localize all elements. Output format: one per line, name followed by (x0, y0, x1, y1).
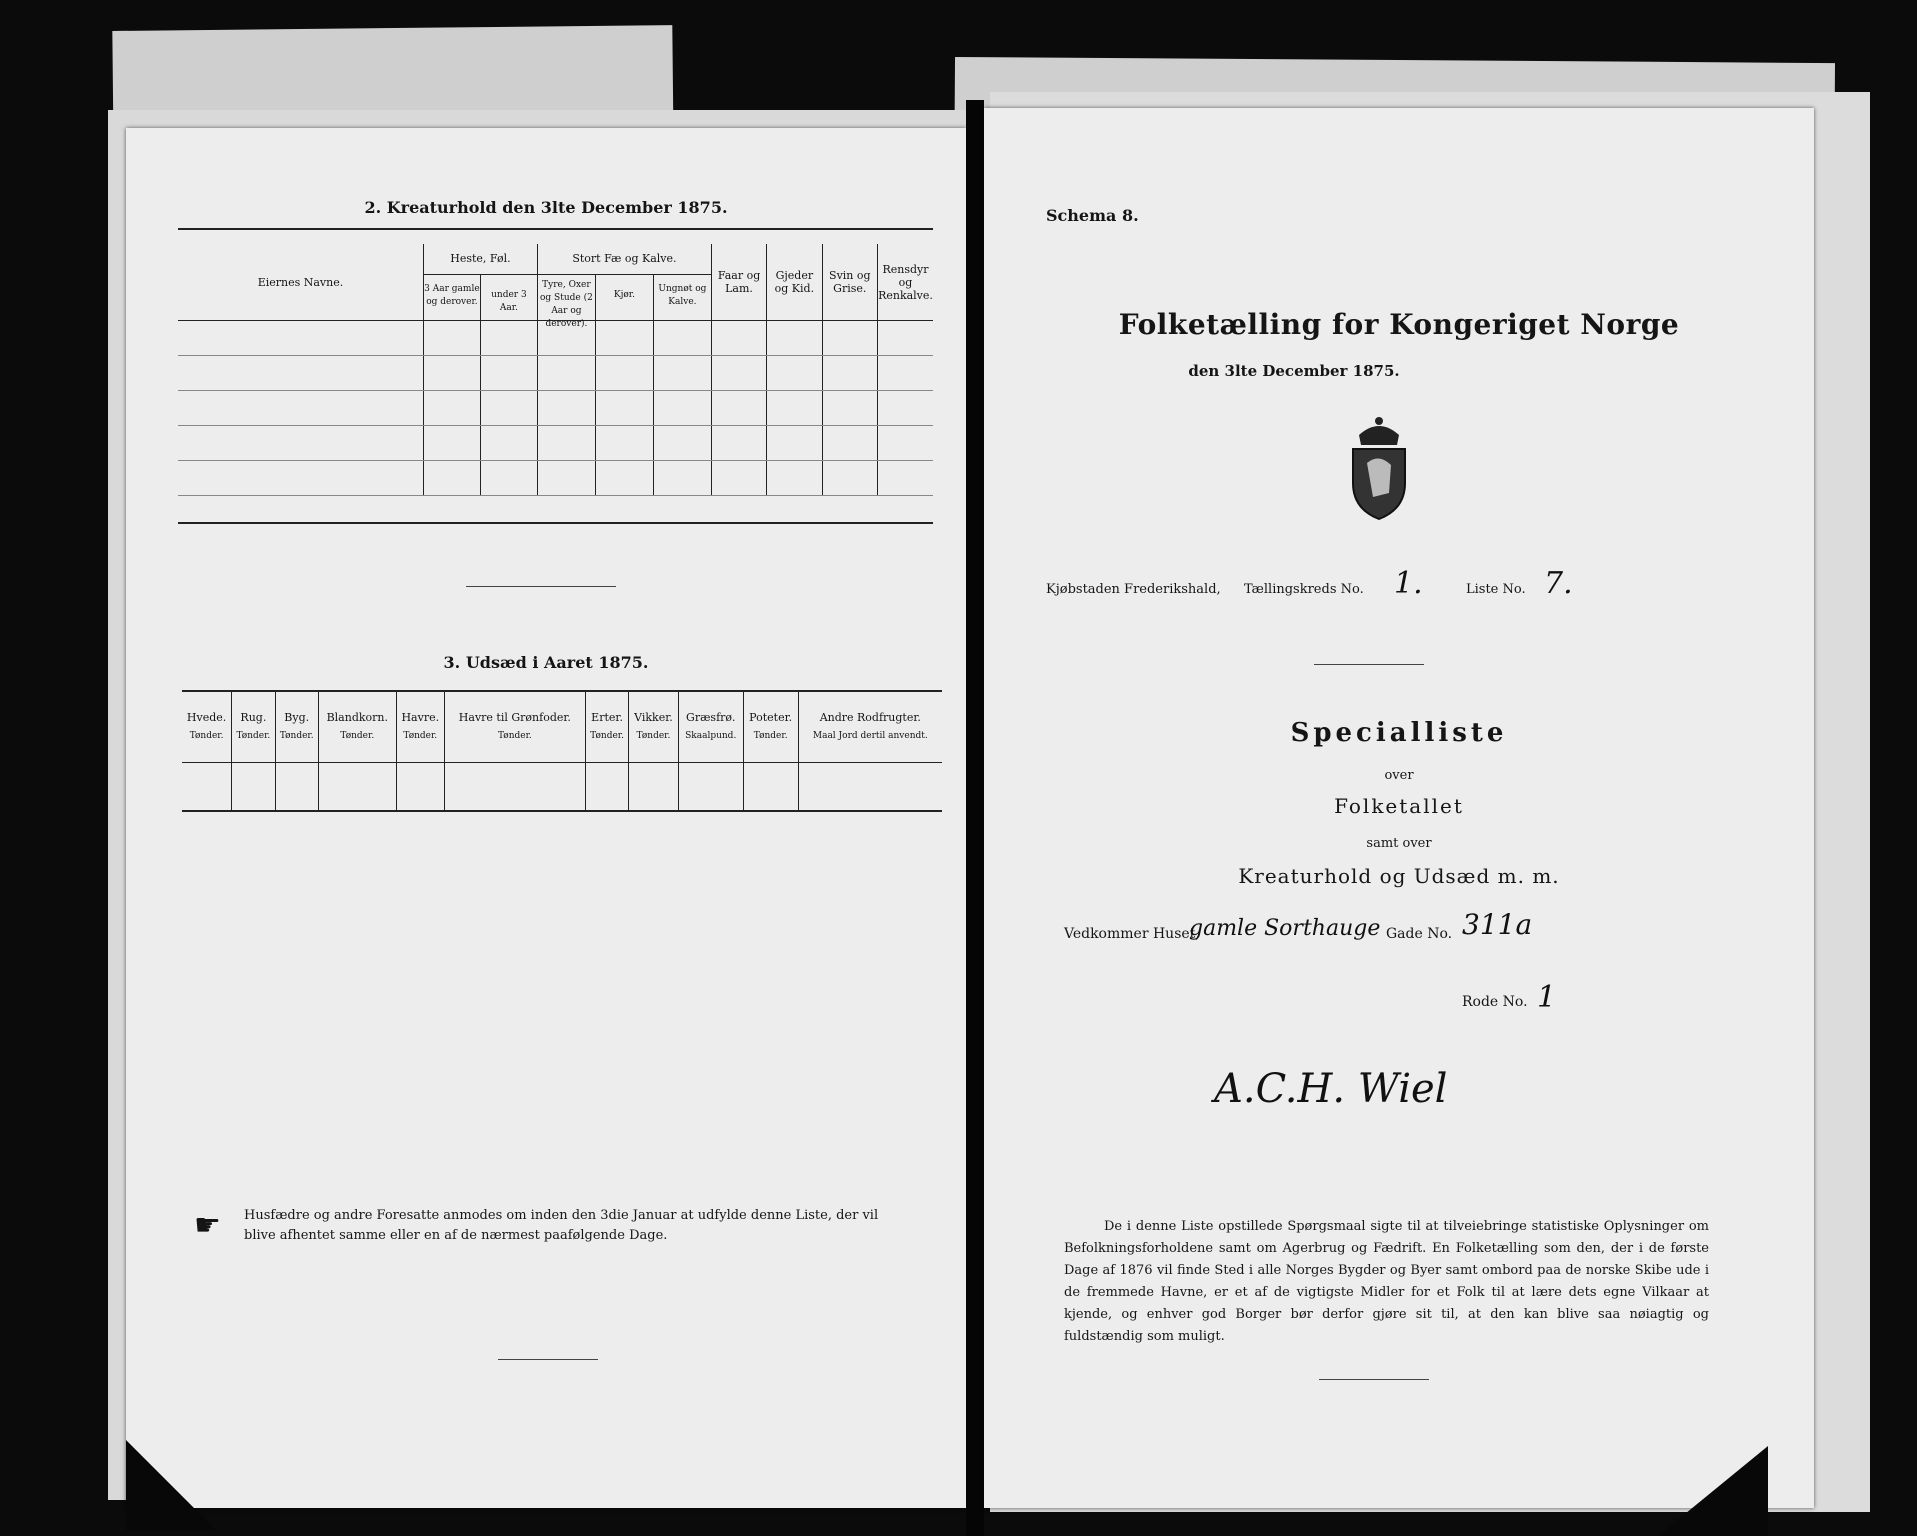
vedkommer-label: Vedkommer Huset, (1064, 926, 1200, 942)
kreds-label: Tællingskreds No. (1244, 582, 1364, 597)
folketallet-text: Folketallet (1334, 794, 1464, 818)
sowing-column-header (743, 692, 798, 762)
table-cell (798, 762, 942, 810)
table-row (178, 426, 933, 461)
column-name: Græsfrø. (686, 710, 736, 724)
info-paragraph: De i denne Liste opstillede Spørgsmaal sigte til at tilveiebringe statistiske Oplysninger om Befolkningsforholdene samt om Agerbrug og Fædrift. En Folketælling som den, der i de første Dage af 1876 vil finde Sted i alle Norges Bygder og Byer samt ombord paa de norske Skibe ude i de fremmede Havne, er et af de vigtigste Midler for et Folk til at lære dets egne Vilkaar at kjende, og enhver god Borger bør derfor gjøre sit til, at den kan blive saa nøiagtig og fuldstændig som muligt. (1064, 1219, 1709, 1344)
coat-of-arms-icon (1339, 413, 1419, 523)
column-unit: Tønder. (590, 730, 624, 741)
separator (1319, 1379, 1429, 1380)
title-date: den 3lte December 1875. (1188, 362, 1400, 380)
stort-sub3: Ungnøt og Kalve. (658, 284, 707, 307)
stort-header (537, 244, 711, 329)
sowing-column-header (585, 692, 628, 762)
table-cell (678, 762, 743, 810)
livestock-table (178, 244, 933, 496)
sowing-column-header (396, 692, 444, 762)
rode-value: 1 (1537, 980, 1557, 1015)
gade-value: 311a (1462, 908, 1533, 941)
over-text: over (1384, 768, 1414, 783)
table-cell (182, 762, 232, 810)
photo-corner (126, 1440, 216, 1530)
section2-title: 2. Kreaturhold den 3lte December 1875. (364, 198, 728, 217)
schema-label: Schema 8. (1046, 206, 1139, 225)
sowing-column-header (232, 692, 275, 762)
table-cell (275, 762, 318, 810)
table-cell (743, 762, 798, 810)
rensdyr-header: Rensdyr og Renkalve. (877, 244, 933, 321)
left-page (126, 128, 966, 1508)
column-unit: Tønder. (403, 730, 438, 741)
sowing-column-header (629, 692, 678, 762)
table-cell (318, 762, 396, 810)
separator (1314, 664, 1424, 665)
sowing-table (182, 692, 942, 811)
heste-header (423, 244, 537, 321)
sowing-column-header (444, 692, 585, 762)
notice-text: Husfædre og andre Foresatte anmodes om inden den 3die Januar at udfylde denne Liste, der vil blive afhentet samme eller en af de nærmest paafølgende Dage. (244, 1208, 879, 1243)
table-cell (444, 762, 585, 810)
column-name: Andre Rodfrugter. (819, 710, 921, 724)
sowing-column-header (678, 692, 743, 762)
column-name: Erter. (591, 710, 623, 724)
column-unit: Maal Jord dertil anvendt. (812, 730, 928, 741)
samt-text: samt over (1366, 836, 1432, 851)
photo-corner (1658, 1446, 1768, 1536)
sowing-column-header (182, 692, 232, 762)
table-cell (232, 762, 275, 810)
page-spine (966, 100, 984, 1536)
rode-label: Rode No. (1462, 994, 1528, 1010)
column-unit: Tønder. (753, 730, 788, 741)
table-top-rule (178, 228, 933, 230)
gjeder-header: Gjeder og Kid. (767, 244, 822, 321)
stort-sub2: Kjør. (596, 275, 654, 320)
page-title: Folketælling for Kongeriget Norge (1118, 308, 1680, 341)
sowing-column-header (318, 692, 396, 762)
stort-sub1: Tyre, Oxer og Stude (2 Aar og derover). (538, 275, 596, 320)
table3-bottom-rule (182, 810, 942, 812)
owner-header: Eiernes Navne. (178, 244, 423, 321)
stort-label: Stort Fæ og Kalve. (538, 244, 711, 275)
heste-sub2: under 3 Aar. (491, 290, 527, 313)
table-row (182, 762, 942, 810)
sowing-column-header (798, 692, 942, 762)
column-unit: Tønder. (236, 730, 271, 741)
pointing-hand-icon: ☛ (194, 1208, 221, 1243)
liste-label: Liste No. (1466, 582, 1526, 597)
right-page (984, 108, 1814, 1508)
column-unit: Tønder. (189, 730, 224, 741)
column-unit: Tønder. (279, 730, 314, 741)
column-name: Vikker. (634, 710, 673, 724)
faar-header: Faar og Lam. (711, 244, 766, 321)
table-cell (585, 762, 628, 810)
kreds-value: 1. (1394, 566, 1423, 601)
table-row (178, 461, 933, 496)
column-name: Rug. (240, 710, 267, 724)
section3-title: 3. Udsæd i Aaret 1875. (443, 653, 649, 672)
kreaturhold-text: Kreaturhold og Udsæd m. m. (1238, 864, 1560, 888)
column-unit: Tønder. (340, 730, 375, 741)
column-name: Poteter. (749, 710, 793, 724)
svin-header: Svin og Grise. (822, 244, 877, 321)
street-value: gamle Sorthauge (1189, 916, 1381, 941)
column-unit: Skaalpund. (685, 730, 737, 741)
column-name: Havre. (401, 710, 440, 724)
column-name: Blandkorn. (326, 710, 388, 724)
column-name: Byg. (284, 710, 310, 724)
separator (498, 1359, 598, 1360)
separator (466, 586, 616, 587)
column-unit: Tønder. (636, 730, 671, 741)
liste-value: 7. (1544, 566, 1573, 601)
heste-sub1: 3 Aar gamle og derover. (424, 275, 481, 320)
gade-label: Gade No. (1386, 926, 1453, 942)
table-cell (629, 762, 678, 810)
signature: A.C.H. Wiel (1214, 1066, 1448, 1112)
table-row (178, 391, 933, 426)
column-name: Havre til Grønfoder. (458, 710, 571, 724)
table-bottom-rule (178, 522, 933, 524)
heste-label: Heste, Føl. (424, 244, 537, 275)
specialliste-heading: Specialliste (1290, 718, 1508, 748)
sowing-column-header (275, 692, 318, 762)
table-row (178, 356, 933, 391)
table-cell (396, 762, 444, 810)
column-unit: Tønder. (497, 730, 532, 741)
column-name: Hvede. (186, 710, 227, 724)
kjobstaden-label: Kjøbstaden Frederikshald, (1046, 582, 1221, 597)
